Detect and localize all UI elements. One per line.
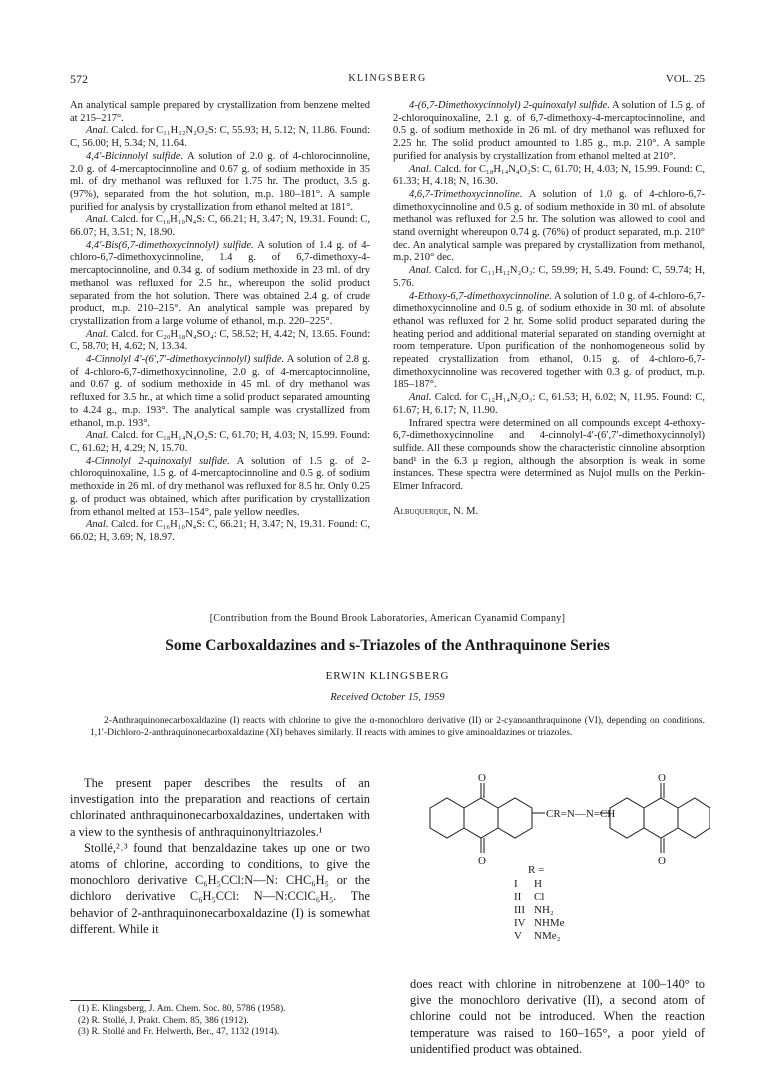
abstract: 2-Anthraquinonecarboxaldazine (I) reacts with chlorine to give the α-monochloro derivative (II) or 2-cyanoanthraquinone (VI), depending on conditions. 1,1′-Dichloro-2-anthraquinonecarboxaldazine (XI) behaves similarly. II reacts with amines to give aminoaldazines or triazoles.: [90, 716, 705, 738]
paragraph-text: Calcd. for C₁₆H₁₀N₄S: C, 66.21; H, 3.47; N, 19.31. Found: C, 66.02; H, 3.69; N, 18.97.: [70, 519, 370, 543]
paragraph: [70, 240, 370, 329]
paragraph-text: A solution of 2.0 g. of 4-chlorocinnoline, 2.0 g. of 4-mercaptocinnoline and 0.67 g. of sodium methoxide in 35 ml. of dry methanol was refluxed for 1.75 hr. The product, 3.5 g. (97%), separated from the hot solution, m.p. 180–181°. A sample purified for analysis by crystallization from ethanol melted at 181°.: [70, 150, 370, 213]
page-number: 572: [70, 72, 88, 86]
r-substituent: Cl: [534, 891, 545, 903]
left-ring-a: [430, 798, 464, 838]
volume-label: VOL. 25: [665, 73, 705, 85]
footnote: (3) R. Stollé and Fr. Helwerth, Ber., 47, 1132 (1914).: [78, 1027, 280, 1038]
anal-label: Anal.: [86, 430, 109, 442]
paragraph-text: A solution of 1.0 g. of 4-chloro-6,7-dimethoxycinnoline and 0.5 g. of sodium ethoxide in 30 ml. of absolute ethanol was refluxed for 2 hr. Some solid product separated during the heating period and additional material separated on standing overnight at room temperature. Upon purification of the nonhomogeneous solid by repeated crystallization from ethanol, 0.15 g. of 4-chloro-6,7-dimethoxycinnoline was recovered together with 0.3 g. of product, m.p. 185–187°.: [393, 290, 705, 391]
anal-label: Anal.: [409, 265, 432, 277]
paragraph: [393, 291, 705, 393]
left-ring-c: [498, 798, 532, 838]
paragraph: [70, 100, 370, 125]
article-author: ERWIN KLINGSBERG: [325, 670, 450, 682]
compound-name: 4-Ethoxy-6,7-dimethoxycinnoline.: [409, 290, 552, 302]
body-paragraph: Stollé,²˒³ found that benzaldazine takes up one or two atoms of chlorine, according to conditions, to give the monochloro derivative C₆H₅CCl:N—N: CHC₆H₅ or the dichloro derivative C₆H₅CCl: N—N:CClC₆H₅. The behavior of 2-anthraquinonecarboxaldazine (I) is somewhat different. While it: [70, 840, 370, 936]
compound-name: 4,4′-Bis(6,7-dimethoxycinnolyl) sulfide.: [86, 239, 254, 251]
compound-number: III: [514, 904, 525, 916]
paragraph: [70, 519, 370, 544]
paragraph-text: A solution of 1.5 g. of 2-chloroquinoxaline, 2.1 g. of 6,7-dimethoxy-4-mercaptocinnoline, and 0.5 g. of sodium methoxide in 26 ml. of dry methanol was refluxed for 2.25 hr. The solid product amounted to 1.85 g., m.p. 210°. A sample purified for analysis by crystallization from ethanol melted at 210°.: [393, 100, 705, 162]
oxygen-label: O: [478, 855, 486, 867]
paragraph: [70, 151, 370, 215]
contribution-line: [Contribution from the Bound Brook Laboratories, American Cyanamid Company]: [209, 613, 566, 624]
paragraph: [70, 354, 370, 430]
body-right: does react with chlorine in nitrobenzene at 100–140° to give the monochloro derivative (II), a second atom of chlorine could not be introduced. When the reaction temperature was raised to 160–165°, a poor yield of unidentified product was obtained.: [410, 977, 705, 1056]
r-header: R =: [528, 864, 545, 876]
received-date: Received October 15, 1959: [330, 692, 445, 703]
azine-bridge: CR=N—N=CH: [546, 808, 616, 820]
paragraph: [393, 164, 705, 189]
anal-label: Anal.: [409, 392, 432, 404]
right-column: [393, 100, 705, 519]
footnote: (2) R. Stollé, J. Prakt. Chem. 85, 386 (1912).: [78, 1015, 249, 1026]
paragraph: [70, 329, 370, 354]
left-ring-b: [464, 798, 498, 838]
compound-name: 4-(6,7-Dimethoxycinnolyl) 2-quinoxalyl sulfide.: [409, 100, 610, 111]
anthraquinone-structure: [410, 773, 710, 973]
compound-number: II: [514, 891, 522, 903]
paragraph-text: Calcd. for C₁₁H₁₂N₂O₃: C, 59.99; H, 5.49. Found: C, 59.74; H, 5.76.: [393, 265, 705, 289]
anal-label: Anal.: [409, 163, 432, 175]
paragraph-text: Calcd. for C₁₈H₁₄N₄O₂S: C, 61.70; H, 4.03; N, 15.99. Found: C, 61.62; H, 4.29; N, 15.70.: [70, 430, 370, 454]
body-left: [70, 775, 370, 937]
oxygen-label: O: [658, 855, 666, 867]
paragraph: [393, 100, 705, 164]
anal-label: Anal.: [86, 328, 109, 340]
paragraph-text: A solution of 1.4 g. of 4-chloro-6,7-dimethoxycinnoline, 1.4 g. of 6,7-dimethoxy-4-mercaptocinnoline, and 0.34 g. of sodium methoxide in 23 ml. of dry methanol was refluxed for 2.5 hr., whereupon the solid product separated from the hot solution. There was obtained 2.4 g. of crude product, m.p. 210–215°. An analytical sample was prepared by crystallization from a large volume of ethanol, m.p. 220–225°.: [70, 239, 370, 327]
article-title: Some Carboxaldazines and s-Triazoles of the Anthraquinone Series: [165, 637, 610, 654]
paragraph-text: A solution of 1.5 g. of 2-chloroquinoxaline, 1.5 g. of 4-mercaptocinnoline and 0.5 g. of sodium methoxide in 26 ml. of dry methanol was refluxed for 8.5 hr. Only 0.25 g. of product was obtained, which after purification by crystallization from ethanol melted at 153–154°, pale yellow needles.: [70, 455, 370, 518]
footnote-rule: [70, 1000, 150, 1001]
paragraph-text: Calcd. for C₁₆H₁₀N₄S: C, 66.21; H, 3.47; N, 19.31. Found: C, 66.07; H, 3.51; N, 18.90.: [70, 214, 370, 239]
paragraph-text: Infrared spectra were determined on all compounds except 4-ethoxy-6,7-dimethoxycinnoline and 4-cinnolyl-4′-(6′,7′-dimethoxycinnolyl) sulfide. All these compounds show the characteristic cinnoline absorption band¹ in the 6.3 μ region, although the absorption is weak in some instances. These spectra were determined as Nujol mulls on the Perkin-Elmer Infracord.: [393, 417, 705, 493]
paragraph-text: Calcd. for C₁₈H₁₄N₄O₂S: C, 61.70; H, 4.03; N, 15.99. Found: C, 61.33; H, 4.18; N, 16.30.: [393, 163, 705, 188]
paragraph: [393, 392, 705, 417]
running-head: KLINGSBERG: [348, 73, 427, 84]
oxygen-label: O: [478, 773, 486, 784]
anal-label: Anal.: [86, 519, 109, 531]
anal-label: Anal.: [86, 125, 109, 137]
paragraph-text: A solution of 2.8 g. of 4-chloro-6,7-dimethoxycinnoline, 2.0 g. of 4-mercaptocinnoline, and 0.67 g. of sodium methoxide in 45 ml. of dry methanol was refluxed for 3.5 hr., at which time a solid product separated amounting to 4.24 g., m.p. 193°. The analytical sample was crystallized from ethanol, m.p. 193°.: [70, 354, 370, 429]
left-column: [70, 100, 370, 545]
paragraph: [393, 189, 705, 265]
paragraph: [70, 430, 370, 455]
paragraph-text: Calcd. for C₁₂H₁₄N₂O₃: C, 61.53; H, 6.02; N, 11.95. Found: C, 61.67; H, 6.17; N, 11.90.: [393, 392, 705, 416]
paragraph: [70, 214, 370, 239]
paragraph: [393, 418, 705, 494]
compound-name: 4-Cinnolyl 4′-(6′,7′-dimethoxycinnolyl) sulfide.: [86, 354, 285, 366]
paragraph-text: Calcd. for C₁₁H₁₂N₂O₂S: C, 55.93; H, 5.12; N, 11.86. Found: C, 56.00; H, 5.34; N, 11.64.: [70, 125, 370, 150]
paragraph-text: Calcd. for C₂₀H₁₈N₄SO₄: C, 58.52; H, 4.42; N, 13.65. Found: C, 58.70; H, 4.62; N, 13.34.: [70, 328, 370, 353]
oxygen-label: O: [658, 773, 666, 784]
r-substituent: H: [534, 878, 542, 890]
compound-number: V: [514, 930, 522, 942]
footnote: (1) E. Klingsberg, J. Am. Chem. Soc. 80, 5786 (1958).: [78, 1004, 286, 1014]
signature: Albuquerque, N. M.: [393, 505, 479, 517]
compound-name: 4-Cinnolyl 2-quinoxalyl sulfide.: [86, 455, 230, 467]
r-substituent: NMe₂: [534, 930, 561, 942]
r-substituent: NHMe: [534, 917, 565, 929]
anal-label: Anal.: [86, 214, 109, 226]
right-ring-b: [644, 798, 678, 838]
body-paragraph: The present paper describes the results of an investigation into the preparation and reactions of certain chlorinated anthraquinonecarboxaldazines, undertaken with a view to the synthesis of anthraquinonyltriazoles.¹: [70, 776, 370, 839]
paragraph: [70, 456, 370, 520]
footnotes: [78, 1004, 370, 1039]
paragraph-text: A solution of 1.0 g. of 4-chloro-6,7-dimethoxycinnoline and 0.5 g. of sodium methoxide in 30 ml. of absolute methanol was refluxed for 2.5 hr. The solution was allowed to cool and stand overnight whereupon 0.74 g. (76%) of product separated, m.p. 210° dec. An analytical sample was prepared by crystallization from methanol, m.p. 210° dec.: [393, 188, 705, 264]
compound-number: I: [514, 878, 518, 890]
compound-name: 4,4′-Bicinnolyl sulfide.: [86, 150, 184, 162]
right-ring-c: [678, 798, 710, 838]
compound-number: IV: [514, 917, 526, 929]
paragraph: [393, 265, 705, 290]
paragraph: [70, 125, 370, 150]
paragraph-text: An analytical sample prepared by crystallization from benzene melted at 215–217°.: [70, 100, 370, 124]
r-substituent: NH₂: [534, 904, 554, 916]
compound-name: 4,6,7-Trimethoxycinnoline.: [409, 188, 523, 200]
page-header: [70, 72, 705, 88]
